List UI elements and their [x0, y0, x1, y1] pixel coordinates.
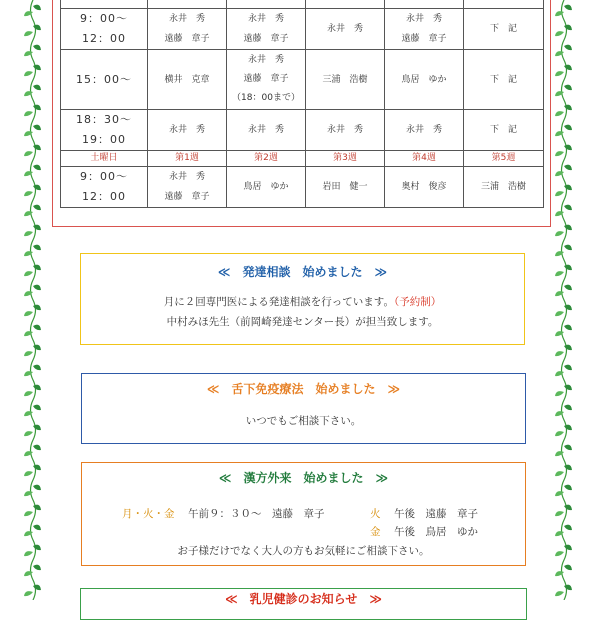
nyuji-title: ≪ 乳児健診のお知らせ ≫	[225, 592, 382, 606]
schedule-time-cell	[61, 0, 148, 9]
leaf-icon	[24, 565, 41, 577]
leaf-icon	[555, 185, 572, 197]
zekka-notice	[81, 373, 526, 444]
leaf-icon	[555, 65, 572, 77]
right-vine-border	[553, 0, 575, 600]
leaf-icon	[24, 405, 41, 417]
hattatsu-line1: 月に２回専門医による発達相談を行っています。（予約制）	[163, 296, 442, 308]
schedule-doctor-cell: 鳥居 ゆか	[227, 167, 306, 208]
leaf-icon	[555, 165, 572, 177]
kampo-title: ≪ 漢方外来 始めました ≫	[218, 471, 389, 485]
schedule-doctor-cell: 永井 秀 遠藤 章子	[148, 167, 227, 208]
leaf-icon	[555, 585, 572, 597]
schedule-row	[61, 151, 544, 167]
leaf-icon	[555, 205, 572, 217]
schedule-doctor-cell: 下 記	[464, 50, 544, 110]
schedule-time-cell: 土曜日	[61, 151, 148, 167]
leaf-icon	[24, 5, 41, 17]
kampo-notice: ≪ 漢方外来 始めました ≫ 月・火・金 午前９：３０〜 遠藤 章子 火 午後 遠藤 章子 金 午後 鳥居 ゆか お子様だけでなく大人の方もお気軽にご相談下さい。	[81, 462, 526, 566]
leaf-icon	[555, 365, 572, 377]
leaf-icon	[555, 565, 572, 577]
schedule-row	[61, 50, 544, 110]
leaf-icon	[24, 365, 41, 377]
leaf-icon	[24, 225, 41, 237]
leaf-icon	[24, 325, 41, 337]
leaf-icon	[555, 525, 572, 537]
schedule-doctor-cell: 永井 秀	[385, 110, 464, 151]
leaf-icon	[555, 385, 572, 397]
leaf-icon	[555, 105, 572, 117]
leaf-icon	[24, 585, 41, 597]
nyuji-notice	[80, 588, 527, 620]
hattatsu-notice	[80, 253, 525, 345]
schedule-time-cell: 9：00〜 12：00	[61, 167, 148, 208]
schedule-row	[61, 167, 544, 208]
zekka-line1: いつでもご相談下さい。	[245, 415, 362, 427]
schedule-doctor-cell: 横井 克章	[148, 50, 227, 110]
leaf-icon	[24, 525, 41, 537]
schedule-time-cell: 9：00〜 12：00	[61, 9, 148, 50]
leaf-icon	[555, 225, 572, 237]
leaf-icon	[24, 105, 41, 117]
leaf-icon	[555, 485, 572, 497]
leaf-icon	[24, 265, 41, 277]
leaf-icon	[555, 85, 572, 97]
schedule-doctor-cell	[148, 0, 227, 9]
schedule-doctor-cell: 第2週	[227, 151, 306, 167]
leaf-icon	[24, 125, 41, 137]
leaf-icon	[555, 5, 572, 17]
leaf-icon	[555, 145, 572, 157]
schedule-doctor-cell: 永井 秀	[148, 110, 227, 151]
schedule-row	[61, 0, 544, 9]
leaf-icon	[24, 145, 41, 157]
hattatsu-line2: 中村みほ先生（前岡崎発達センター長）が担当致します。	[166, 316, 439, 328]
left-vine-border	[22, 0, 44, 600]
leaf-icon	[24, 45, 41, 57]
schedule-doctor-cell: 永井 秀 遠藤 章子	[385, 9, 464, 50]
leaf-icon	[555, 285, 572, 297]
schedule-row	[61, 110, 544, 151]
leaf-icon	[555, 505, 572, 517]
leaf-icon	[24, 305, 41, 317]
leaf-icon	[24, 505, 41, 517]
schedule-row	[61, 9, 544, 50]
leaf-icon	[555, 465, 572, 477]
leaf-icon	[555, 545, 572, 557]
leaf-icon	[555, 125, 572, 137]
schedule-doctor-cell: 三浦 浩樹	[464, 167, 544, 208]
schedule-time-cell: 18：30〜 19：00	[61, 110, 148, 151]
leaf-icon	[24, 245, 41, 256]
schedule-doctor-cell	[227, 0, 306, 9]
schedule-doctor-cell	[385, 0, 464, 9]
leaf-icon	[24, 545, 41, 557]
schedule-doctor-cell: 三浦 浩樹	[306, 50, 385, 110]
schedule-doctor-cell: 永井 秀	[306, 110, 385, 151]
schedule-doctor-cell: 第5週	[464, 151, 544, 167]
schedule-doctor-cell: 第1週	[148, 151, 227, 167]
leaf-icon	[555, 405, 572, 417]
leaf-icon	[555, 265, 572, 277]
schedule-doctor-cell	[464, 0, 544, 9]
schedule-doctor-cell: 岩田 健一	[306, 167, 385, 208]
leaf-icon	[555, 45, 572, 57]
schedule-doctor-cell: 下 記	[464, 110, 544, 151]
leaf-icon	[24, 425, 41, 437]
schedule-doctor-cell	[306, 0, 385, 9]
leaf-icon	[555, 305, 572, 317]
schedule-doctor-cell: 永井 秀	[306, 9, 385, 50]
schedule-doctor-cell: 永井 秀	[227, 110, 306, 151]
leaf-icon	[24, 445, 41, 457]
leaf-icon	[24, 165, 41, 177]
leaf-icon	[555, 25, 572, 37]
schedule-doctor-cell: 鳥居 ゆか	[385, 50, 464, 110]
leaf-icon	[24, 65, 41, 77]
leaf-icon	[555, 245, 572, 256]
schedule-doctor-cell: 永井 秀 遠藤 章子	[227, 9, 306, 50]
leaf-icon	[24, 185, 41, 197]
hattatsu-title: ≪ 発達相談 始めました ≫	[217, 265, 388, 279]
leaf-icon	[24, 285, 41, 297]
leaf-icon	[24, 385, 41, 397]
schedule-doctor-cell: 奥村 俊彦	[385, 167, 464, 208]
schedule-doctor-cell: 第4週	[385, 151, 464, 167]
schedule-time-cell: 15：00〜	[61, 50, 148, 110]
leaf-icon	[24, 485, 41, 497]
leaf-icon	[24, 25, 41, 37]
leaf-icon	[555, 425, 572, 437]
leaf-icon	[24, 85, 41, 97]
schedule-doctor-cell: 第3週	[306, 151, 385, 167]
leaf-icon	[24, 345, 41, 357]
leaf-icon	[555, 445, 572, 457]
kampo-bottom-line: お子様だけでなく大人の方もお気軽にご相談下さい。	[177, 545, 430, 557]
schedule-doctor-cell: 下 記	[464, 9, 544, 50]
leaf-icon	[24, 465, 41, 477]
zekka-title: ≪ 舌下免疫療法 始めました ≫	[206, 382, 401, 396]
schedule-table	[60, 0, 544, 208]
schedule-doctor-cell: 永井 秀 遠藤 章子 （18：00まで）	[227, 50, 306, 110]
leaf-icon	[24, 205, 41, 217]
schedule-doctor-cell: 永井 秀 遠藤 章子	[148, 9, 227, 50]
leaf-icon	[555, 325, 572, 337]
leaf-icon	[555, 345, 572, 357]
